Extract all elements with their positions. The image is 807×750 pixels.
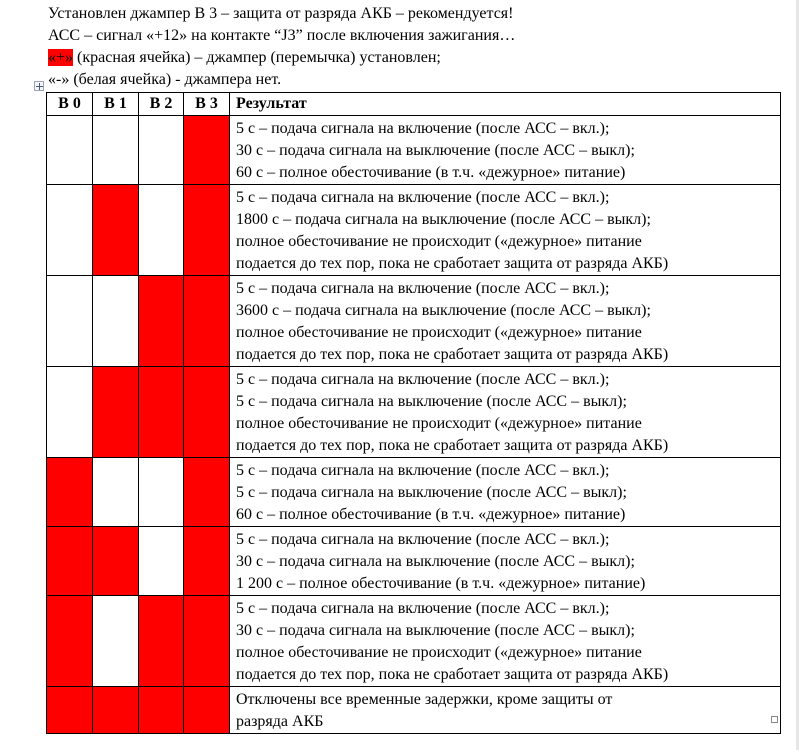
- result-line: 3600 с – подача сигнала на выключение (после АСС – выкл);: [236, 302, 651, 319]
- jumper-cell-b3: [184, 687, 230, 734]
- result-cell: [230, 116, 781, 185]
- intro-line-4: «-» (белая ячейка) - джампера нет.: [48, 71, 282, 88]
- page-edge: [796, 0, 799, 750]
- result-line: 60 с – полное обесточивание (в т.ч. «дежурное» питание): [236, 164, 626, 181]
- jumper-cell-b3: [184, 527, 230, 596]
- jumper-cell-b2: [139, 367, 184, 458]
- table-row: [47, 687, 781, 734]
- jumper-cell-b2: [139, 458, 184, 527]
- jumper-cell-b3: [184, 458, 230, 527]
- result-line: 5 с – подача сигнала на включение (после АСС – вкл.);: [236, 531, 610, 548]
- result-line: подается до тех пор, пока не сработает защита от разряда АКБ): [236, 437, 669, 454]
- jumper-cell-b2: [139, 276, 184, 367]
- result-cell: [230, 185, 781, 276]
- jumper-cell-b0: [47, 527, 93, 596]
- result-line: 30 с – подача сигнала на выключение (после АСС – выкл);: [236, 553, 635, 570]
- result-line: 30 с – подача сигнала на выключение (после АСС – выкл);: [236, 142, 635, 159]
- table-row: [47, 458, 781, 527]
- jumper-cell-b3: [184, 185, 230, 276]
- table-row: [47, 276, 781, 367]
- intro-line-2: АСС – сигнал «+12» на контакте “J3” после включения зажигания…: [48, 27, 516, 44]
- result-cell: [230, 367, 781, 458]
- jumper-cell-b1: [93, 276, 139, 367]
- result-line: 5 с – подача сигнала на включение (после АСС – вкл.);: [236, 600, 610, 617]
- result-cell: [230, 527, 781, 596]
- result-line: 5 с – подача сигнала на включение (после АСС – вкл.);: [236, 120, 610, 137]
- header-b2: В 2: [139, 93, 184, 116]
- jumper-cell-b3: [184, 596, 230, 687]
- result-line: 60 с – полное обесточивание (в т.ч. «дежурное» питание): [236, 506, 626, 523]
- table-row: [47, 527, 781, 596]
- intro-line-3: [48, 47, 788, 69]
- jumper-cell-b2: [139, 116, 184, 185]
- result-line: полное обесточивание не происходит («дежурное» питание: [236, 233, 642, 250]
- result-line: 5 с – подача сигнала на выключение (после АСС – выкл);: [236, 393, 627, 410]
- result-line: 5 с – подача сигнала на включение (после АСС – вкл.);: [236, 462, 610, 479]
- table-row: [47, 596, 781, 687]
- jumper-cell-b1: [93, 687, 139, 734]
- intro-line-1: Установлен джампер В 3 – защита от разряда АКБ – рекомендуется!: [48, 5, 514, 22]
- table-header-row: [47, 93, 781, 116]
- result-cell: [230, 596, 781, 687]
- jumper-cell-b0: [47, 458, 93, 527]
- jumper-cell-b1: [93, 596, 139, 687]
- result-line: разряда АКБ: [236, 713, 324, 730]
- jumper-cell-b0: [47, 185, 93, 276]
- move-handle-icon[interactable]: [34, 81, 44, 91]
- result-line: 1800 с – подача сигнала на выключение (после АСС – выкл);: [236, 211, 651, 228]
- result-line: полное обесточивание не происходит («дежурное» питание: [236, 644, 642, 661]
- red-legend-text: (красная ячейка) – джампер (перемычка) установлен;: [73, 49, 441, 66]
- result-line: 5 с – подача сигнала на включение (после АСС – вкл.);: [236, 371, 610, 388]
- jumper-cell-b2: [139, 596, 184, 687]
- header-b1: В 1: [93, 93, 139, 116]
- jumper-cell-b0: [47, 276, 93, 367]
- result-line: Отключены все временные задержки, кроме защиты от: [236, 691, 613, 708]
- result-line: 5 с – подача сигнала на включение (после АСС – вкл.);: [236, 189, 610, 206]
- result-line: 5 с – подача сигнала на включение (после АСС – вкл.);: [236, 280, 610, 297]
- jumper-cell-b1: [93, 367, 139, 458]
- result-line: подается до тех пор, пока не сработает защита от разряда АКБ): [236, 346, 669, 363]
- jumper-cell-b1: [93, 458, 139, 527]
- jumper-cell-b2: [139, 185, 184, 276]
- result-cell: [230, 687, 781, 734]
- header-result: Результат: [230, 93, 781, 116]
- result-line: подается до тех пор, пока не сработает защита от разряда АКБ): [236, 255, 669, 272]
- table-row: [47, 367, 781, 458]
- result-line: 5 с – подача сигнала на выключение (после АСС – выкл);: [236, 484, 627, 501]
- jumper-cell-b1: [93, 116, 139, 185]
- header-b0: В 0: [47, 93, 93, 116]
- jumper-cell-b0: [47, 367, 93, 458]
- table-row: [47, 185, 781, 276]
- table-resize-handle[interactable]: [771, 716, 778, 723]
- red-legend-mark: «+»: [48, 49, 74, 66]
- jumper-cell-b0: [47, 116, 93, 185]
- intro-text: [48, 3, 788, 91]
- result-line: полное обесточивание не происходит («дежурное» питание: [236, 415, 642, 432]
- jumper-cell-b3: [184, 116, 230, 185]
- result-line: 30 с – подача сигнала на выключение (после АСС – выкл);: [236, 622, 635, 639]
- table-row: [47, 116, 781, 185]
- table-body: [47, 116, 781, 734]
- header-b3: В 3: [184, 93, 230, 116]
- jumper-cell-b1: [93, 527, 139, 596]
- result-cell: [230, 458, 781, 527]
- jumper-cell-b2: [139, 527, 184, 596]
- result-line: 1 200 с – полное обесточивание (в т.ч. «дежурное» питание): [236, 575, 646, 592]
- jumper-cell-b0: [47, 596, 93, 687]
- jumper-cell-b0: [47, 687, 93, 734]
- jumper-cell-b3: [184, 276, 230, 367]
- jumper-table: [46, 92, 781, 734]
- result-line: полное обесточивание не происходит («дежурное» питание: [236, 324, 642, 341]
- jumper-cell-b2: [139, 687, 184, 734]
- jumper-cell-b1: [93, 185, 139, 276]
- result-cell: [230, 276, 781, 367]
- result-line: подается до тех пор, пока не сработает защита от разряда АКБ): [236, 666, 669, 683]
- jumper-cell-b3: [184, 367, 230, 458]
